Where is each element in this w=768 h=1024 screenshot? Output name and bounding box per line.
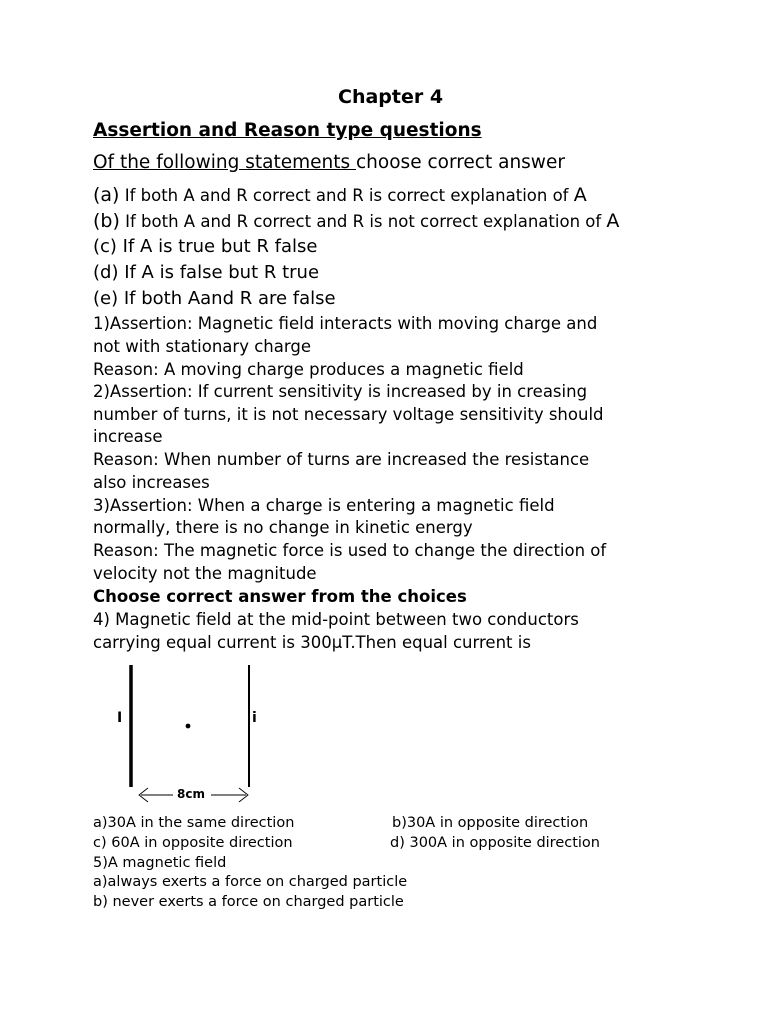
choose-heading: Choose correct answer from the choices — [93, 587, 467, 606]
question-5-option-a: a)always exerts a force on charged particle — [93, 874, 408, 890]
option-b: (b) If both A and R correct and R is not correct explanation of A — [93, 210, 620, 232]
section-heading: Assertion and Reason type questions — [93, 120, 482, 141]
right-current-label: i — [252, 710, 257, 726]
instruction-underlined: Of the following statements — [93, 152, 357, 173]
question-3-assertion-cont: normally, there is no change in kinetic energy — [93, 518, 473, 537]
question-5: 5)A magnetic field — [93, 855, 227, 871]
answer-d: d) 300A in opposite direction — [390, 835, 600, 851]
question-3-reason: Reason: The magnetic force is used to change the direction of — [93, 541, 607, 560]
question-4-line1: 4) Magnetic field at the mid-point between two conductors — [93, 610, 579, 629]
answer-b: b)30A in opposite direction — [392, 815, 589, 831]
question-4-line2: carrying equal current is 300µT.Then equal current is — [93, 633, 531, 652]
question-2-reason: Reason: When number of turns are increased the resistance — [93, 450, 590, 469]
question-2-reason-cont: also increases — [93, 473, 210, 492]
question-2-assertion-cont2: increase — [93, 427, 163, 446]
left-current-label: I — [117, 710, 123, 726]
chapter-title: Chapter 4 — [338, 86, 444, 108]
question-1-assertion-cont: not with stationary charge — [93, 337, 311, 356]
instruction — [93, 152, 565, 173]
question-1-reason: Reason: A moving charge produces a magnetic field — [93, 360, 524, 379]
option-d: (d) If A is false but R true — [93, 262, 320, 283]
distance-label: 8cm — [177, 787, 205, 801]
option-a: (a) If both A and R correct and R is correct explanation of A — [93, 184, 587, 206]
option-c: (c) If A is true but R false — [93, 236, 318, 257]
conductors-figure — [108, 660, 268, 810]
question-1-assertion: 1)Assertion: Magnetic field interacts with moving charge and — [93, 314, 598, 333]
answer-c: c) 60A in opposite direction — [93, 835, 293, 851]
answer-a: a)30A in the same direction — [93, 815, 295, 831]
question-3-assertion: 3)Assertion: When a charge is entering a magnetic field — [93, 496, 555, 515]
question-3-reason-cont: velocity not the magnitude — [93, 564, 317, 583]
question-2-assertion: 2)Assertion: If current sensitivity is increased by in creasing — [93, 382, 588, 401]
question-2-assertion-cont: number of turns, it is not necessary voltage sensitivity should — [93, 405, 604, 424]
instruction-rest: choose correct answer — [356, 152, 565, 173]
midpoint-dot — [186, 724, 191, 729]
option-e: (e) If both Aand R are false — [93, 288, 336, 309]
question-5-option-b: b) never exerts a force on charged particle — [93, 894, 404, 910]
